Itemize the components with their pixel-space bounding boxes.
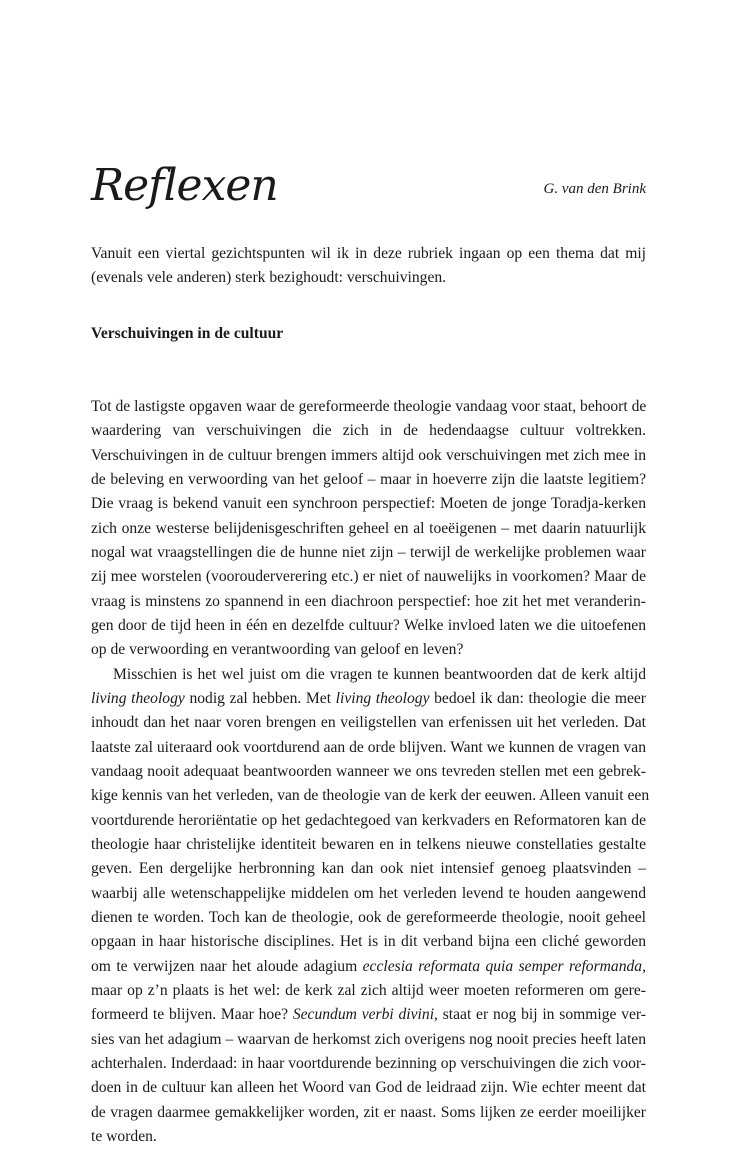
text-line (91, 242, 646, 266)
text-line (91, 468, 646, 492)
text-line (91, 1125, 646, 1149)
text-segment: Misschien is het wel juist om die vragen te kunnen beantwoorden dat de kerk altijd (113, 665, 646, 683)
text-line (91, 419, 646, 443)
text-segment: te worden. (91, 1127, 157, 1145)
text-segment: nodig zal hebben. Met (184, 689, 336, 707)
text-segment: Vanuit een viertal gezichtspunten wil ik in deze rubriek ingaan op een thema dat mij (91, 245, 646, 262)
text-line (91, 541, 646, 565)
body-text (91, 395, 650, 1149)
text-segment: zij mee worstelen (voorouderverering etc.) er niet of nauwelijks in voorkomen? Maar de (91, 568, 646, 586)
italic-text: Secundum verbi divini (292, 1006, 435, 1024)
text-line (91, 614, 646, 638)
text-line (91, 1101, 646, 1125)
text-line (91, 736, 646, 760)
text-segment: vraag is minstens zo spannend in een diachroon perspectief: hoe zit het met veranderin- (91, 592, 646, 610)
text-segment: Tot de lastigste opgaven waar de gereformeerde theologie vandaag voor staat, behoort de (91, 398, 647, 415)
author-name: G. van den Brink (543, 181, 646, 197)
italic-text: living theology (91, 689, 185, 707)
text-line (91, 1003, 646, 1027)
intro-paragraph (91, 242, 646, 291)
text-line (91, 638, 646, 662)
text-segment: opgaan in haar historische disciplines. Het is in dit verband bijna een cliché geworden (91, 933, 646, 951)
text-segment: waarbij alle wetenschappelijke middelen om het verleden levend te houden aangewend (91, 884, 646, 902)
text-line (91, 1052, 646, 1076)
text-segment: zich onze westerse belijdenisgeschriften geheel en al toeëigenen – met daarin natuurlijk (91, 519, 646, 537)
text-line (91, 882, 646, 906)
text-segment: voortdurende heroriëntatie op het gedachtegoed van kerkvaders en Reformatoren kan de (91, 811, 646, 829)
text-segment: , (642, 957, 646, 975)
article-title: Reflexen (91, 160, 278, 211)
text-segment: Verschuivingen in de cultuur brengen immers altijd ook verschuivingen met zich mee in (91, 446, 646, 464)
text-line (91, 266, 646, 290)
text-segment: gen door de tijd heen in één en dezelfde cultuur? Welke invloed laten we die uitoefenen (91, 616, 646, 634)
text-segment: maar op z’n plaats is het wel: de kerk zal zich altijd weer moeten reformeren om gere- (91, 981, 646, 999)
text-line (91, 857, 646, 881)
text-segment: formeerd te blijven. Maar hoe? (91, 1006, 293, 1024)
section-heading: Verschuivingen in de cultuur (91, 325, 284, 342)
text-segment: dienen te worden. Toch kan de theologie, ook de gereformeerde theologie, nooit geheel (91, 908, 646, 926)
text-segment: op de verwoording en verantwoording van geloof en leven? (91, 641, 464, 659)
text-segment: waardering van verschuivingen die zich in de hedendaagse cultuur voltrekken. (91, 422, 646, 440)
text-line (91, 711, 646, 735)
italic-text: living theology (335, 689, 430, 707)
text-line (91, 1076, 646, 1100)
text-segment: sies van het adagium – waarvan de herkomst zich overigens nog nooit precies heeft laten (91, 1030, 646, 1048)
text-segment: (evenals vele anderen) sterk bezighoudt: verschuivingen. (91, 269, 447, 287)
text-line (91, 760, 646, 784)
text-segment: theologie haar christelijke identiteit bewaren en in telkens nieuwe constellaties gestalte (91, 835, 646, 853)
text-line (91, 687, 646, 711)
text-segment: doen in de cultuur kan alleen het Woord van God de leidraad zijn. Wie echter meent dat (91, 1079, 646, 1097)
text-segment: achterhalen. Inderdaad: in haar voortdurende bezinning op verschuivingen die zich voor- (91, 1054, 646, 1072)
text-line (91, 930, 646, 954)
text-line (91, 906, 646, 930)
text-line (91, 492, 646, 516)
text-line (91, 395, 646, 419)
text-line (91, 517, 646, 541)
text-line (91, 955, 646, 979)
text-segment: vandaag nooit adequaat beantwoorden wanneer we ons tevreden stellen met een gebrek- (91, 762, 646, 780)
text-segment: Die vraag is bekend vanuit een synchroon perspectief: Moeten de jonge Toradja-kerken (91, 495, 646, 513)
italic-text: ecclesia reformata quia semper reformanda (362, 957, 643, 975)
text-line (91, 444, 646, 468)
text-segment: de vragen daarmee gemakkelijker worden, zit er naast. Soms lijken ze eerder moeilijker (91, 1103, 646, 1121)
text-segment: om te verwijzen naar het aloude adagium (91, 957, 363, 975)
text-segment: kige kennis van het verleden, van de theologie van de kerk der eeuwen. Alleen vanuit een (91, 787, 650, 805)
text-segment: de beleving en verwoording van het geloof – maar in hoeverre zijn die laatste legitiem? (91, 470, 646, 488)
text-line (91, 833, 646, 857)
text-segment: inhoudt dan het naar voren brengen en veiligstellen van erfenissen uit het verleden. Dat (91, 714, 646, 732)
text-segment: geven. Een dergelijke herbronning kan dan ook niet intensief genoeg plaatsvinden – (91, 860, 646, 878)
text-line (91, 809, 646, 833)
text-segment: , staat er nog bij in sommige ver- (434, 1006, 646, 1024)
text-segment: nogal wat vraagstellingen die de hunne niet zijn – terwijl de werkelijke problemen waar (91, 543, 646, 561)
text-line (91, 565, 646, 589)
text-line (91, 590, 646, 614)
text-line (91, 1028, 646, 1052)
text-line (91, 784, 650, 808)
text-line (91, 979, 646, 1003)
text-line (91, 663, 646, 687)
text-segment: bedoel ik dan: theologie die meer (429, 689, 646, 707)
text-segment: laatste zal uiteraard ook voortdurend aan de orde blijven. Want we kunnen de vragen van (91, 738, 646, 756)
